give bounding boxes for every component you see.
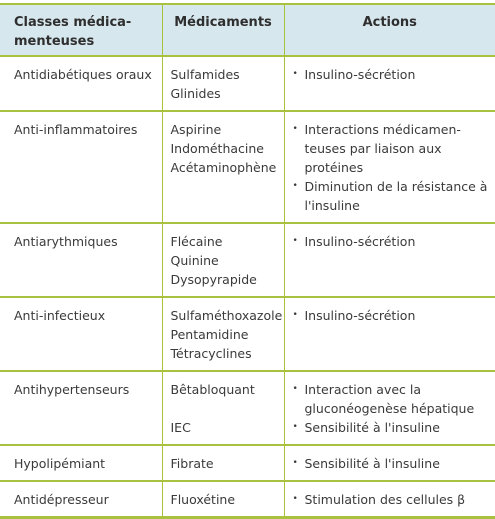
drugs-cell	[162, 223, 284, 297]
header-actions-label: Actions	[362, 15, 417, 30]
actions-cell	[284, 56, 495, 111]
class-cell: Antiarythmiques	[0, 223, 162, 297]
drug-name: Aspirine	[170, 122, 222, 137]
drugs-cell	[162, 371, 284, 445]
class-cell: Antidiabétiques oraux	[0, 56, 162, 111]
action-item: • Interaction avec la gluconéogenèse hépatique	[293, 380, 490, 418]
action-item: • Stimulation des cellules β	[293, 490, 490, 509]
header-drugs	[162, 4, 284, 56]
drug-name: IEC	[170, 420, 191, 435]
table-row	[0, 481, 495, 518]
drug-name: Indométhacine	[170, 141, 264, 156]
class-cell: Anti-infectieux	[0, 297, 162, 371]
header-classes-label: Classes médica- menteuses	[14, 15, 132, 49]
drug-name: Fibrate	[170, 456, 214, 471]
actions-cell	[284, 111, 495, 223]
action-item: • Sensibilité à l'insuline	[293, 454, 490, 473]
drugs-cell	[162, 481, 284, 518]
class-cell: Antihypertenseurs	[0, 371, 162, 445]
table-row	[0, 297, 495, 371]
actions-cell	[284, 371, 495, 445]
class-cell: Antidépresseur	[0, 481, 162, 518]
drug-name: Sulfaméthoxazole	[170, 308, 283, 323]
drugs-cell	[162, 111, 284, 223]
header-classes	[0, 4, 162, 56]
drugs-cell	[162, 297, 284, 371]
action-item: • Sensibilité à l'insuline	[293, 418, 490, 437]
actions-cell	[284, 223, 495, 297]
action-item: • Insulino-sécrétion	[293, 232, 490, 251]
drug-name: Dysopyrapide	[170, 272, 257, 287]
table-row	[0, 56, 495, 111]
drug-spacer	[171, 399, 278, 418]
drug-name: Fluoxétine	[170, 492, 236, 507]
action-item: • Diminution de la résistance à l'insuline	[293, 177, 490, 215]
table-row	[0, 445, 495, 481]
drug-name: Quinine	[170, 253, 219, 268]
drug-name: Acétaminophène	[170, 160, 277, 175]
action-item: • Interactions médicamen- teuses par liaison aux protéines	[293, 120, 490, 177]
table-body	[0, 56, 495, 518]
drug-name: Flécaine	[170, 234, 223, 249]
drug-name: Pentamidine	[170, 327, 249, 342]
table-header	[0, 4, 495, 56]
class-cell: Anti-inflammatoires	[0, 111, 162, 223]
header-row	[0, 4, 495, 56]
actions-cell	[284, 297, 495, 371]
table-row	[0, 111, 495, 223]
drug-name: Glinides	[170, 86, 221, 101]
header-drugs-label: Médicaments	[174, 15, 272, 30]
drug-name: Bêtabloquant	[170, 382, 255, 397]
drugs-cell	[162, 56, 284, 111]
drug-name: Sulfamides	[170, 67, 240, 82]
drug-interactions-table	[0, 3, 495, 519]
actions-cell	[284, 445, 495, 481]
action-item: • Insulino-sécrétion	[293, 306, 490, 325]
drugs-cell	[162, 445, 284, 481]
table-row	[0, 223, 495, 297]
action-item: • Insulino-sécrétion	[293, 65, 490, 84]
class-cell: Hypolipémiant	[0, 445, 162, 481]
table-row	[0, 371, 495, 445]
actions-cell	[284, 481, 495, 518]
header-actions	[284, 4, 495, 56]
drug-name: Tétracyclines	[170, 346, 252, 361]
